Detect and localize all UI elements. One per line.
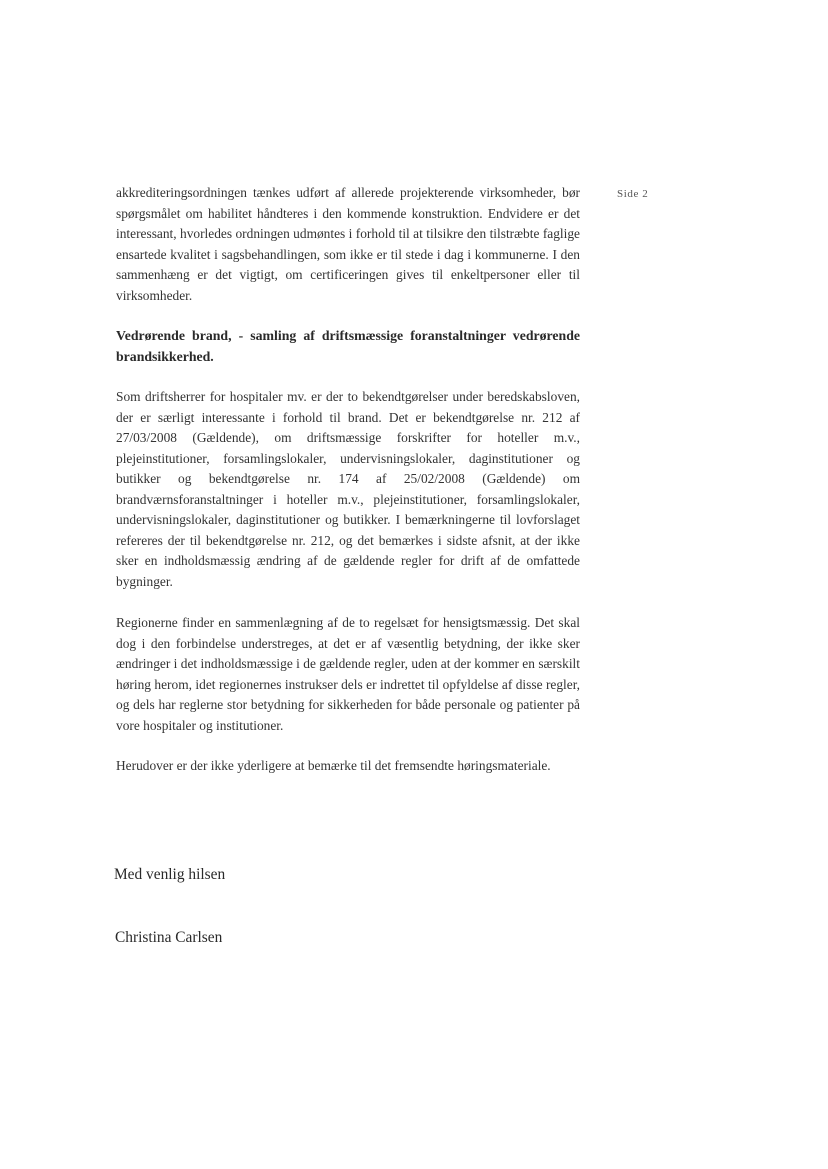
section-heading-fire-safety: Vedrørende brand, - samling af driftsmæssige foranstaltninger vedrørende brandsikkerhed. (116, 328, 580, 364)
paragraph-no-further-remarks: Herudover er der ikke yderligere at bemærke til det fremsendte høringsmateriale. (116, 758, 551, 773)
closing-greeting: Med venlig hilsen (114, 866, 226, 883)
letter-body (116, 183, 580, 777)
page-number: Side 2 (617, 188, 649, 200)
paragraph-accreditation: akkrediteringsordningen tænkes udført af allerede projekterende virksomheder, bør spørgsmålet om habilitet håndteres i den kommende konstruktion. Endvidere er det interessant, hvorledes ordningen udmøntes i forhold til at tilsikre den tilstræbte faglige ensartede kvalitet i sagsbehandlingen, som ikke er til stede i dag i kommunerne. I den sammenhæng er det vigtigt, om certificeringen gives til enkeltpersoner eller til virksomheder. (116, 185, 580, 303)
signatory-name: Christina Carlsen (115, 929, 223, 946)
paragraph-regulations: Som driftsherrer for hospitaler mv. er der to bekendtgørelser under beredskabsloven, der er særligt interessante i forhold til brand. Det er bekendtgørelse nr. 212 af 27/03/2008 (Gældende), om driftsmæssige forskrifter for hoteller m.v., plejeinstitutioner, forsamlingslokaler, undervisningslokaler, daginstitutioner og butikker og bekendtgørelse nr. 174 af 25/02/2008 (Gældende) om brandværnsforanstaltninger i hoteller m.v., plejeinstitutioner, forsamlingslokaler, undervisningslokaler, daginstitutioner og butikker. I bemærkningerne til lovforslaget refereres der til bekendtgørelse nr. 212, og det bemærkes i sidste afsnit, at der ikke sker en indholdsmæssig ændring af de gældende regler for drift af de omfattede bygninger. (116, 389, 580, 589)
paragraph-merger-opinion: Regionerne finder en sammenlægning af de to regelsæt for hensigtsmæssig. Det skal dog i den forbindelse understreges, at det er af væsentlig betydning, der ikke sker ændringer i det indholdsmæssige i de gældende regler, uden at der kommer en særskilt høring herom, idet regionernes instrukser dels er indrettet til opfyldelse af disse regler, og dels har reglerne stor betydning for sikkerheden for både personale og patienter på vore hospitaler og institutioner. (116, 615, 580, 733)
